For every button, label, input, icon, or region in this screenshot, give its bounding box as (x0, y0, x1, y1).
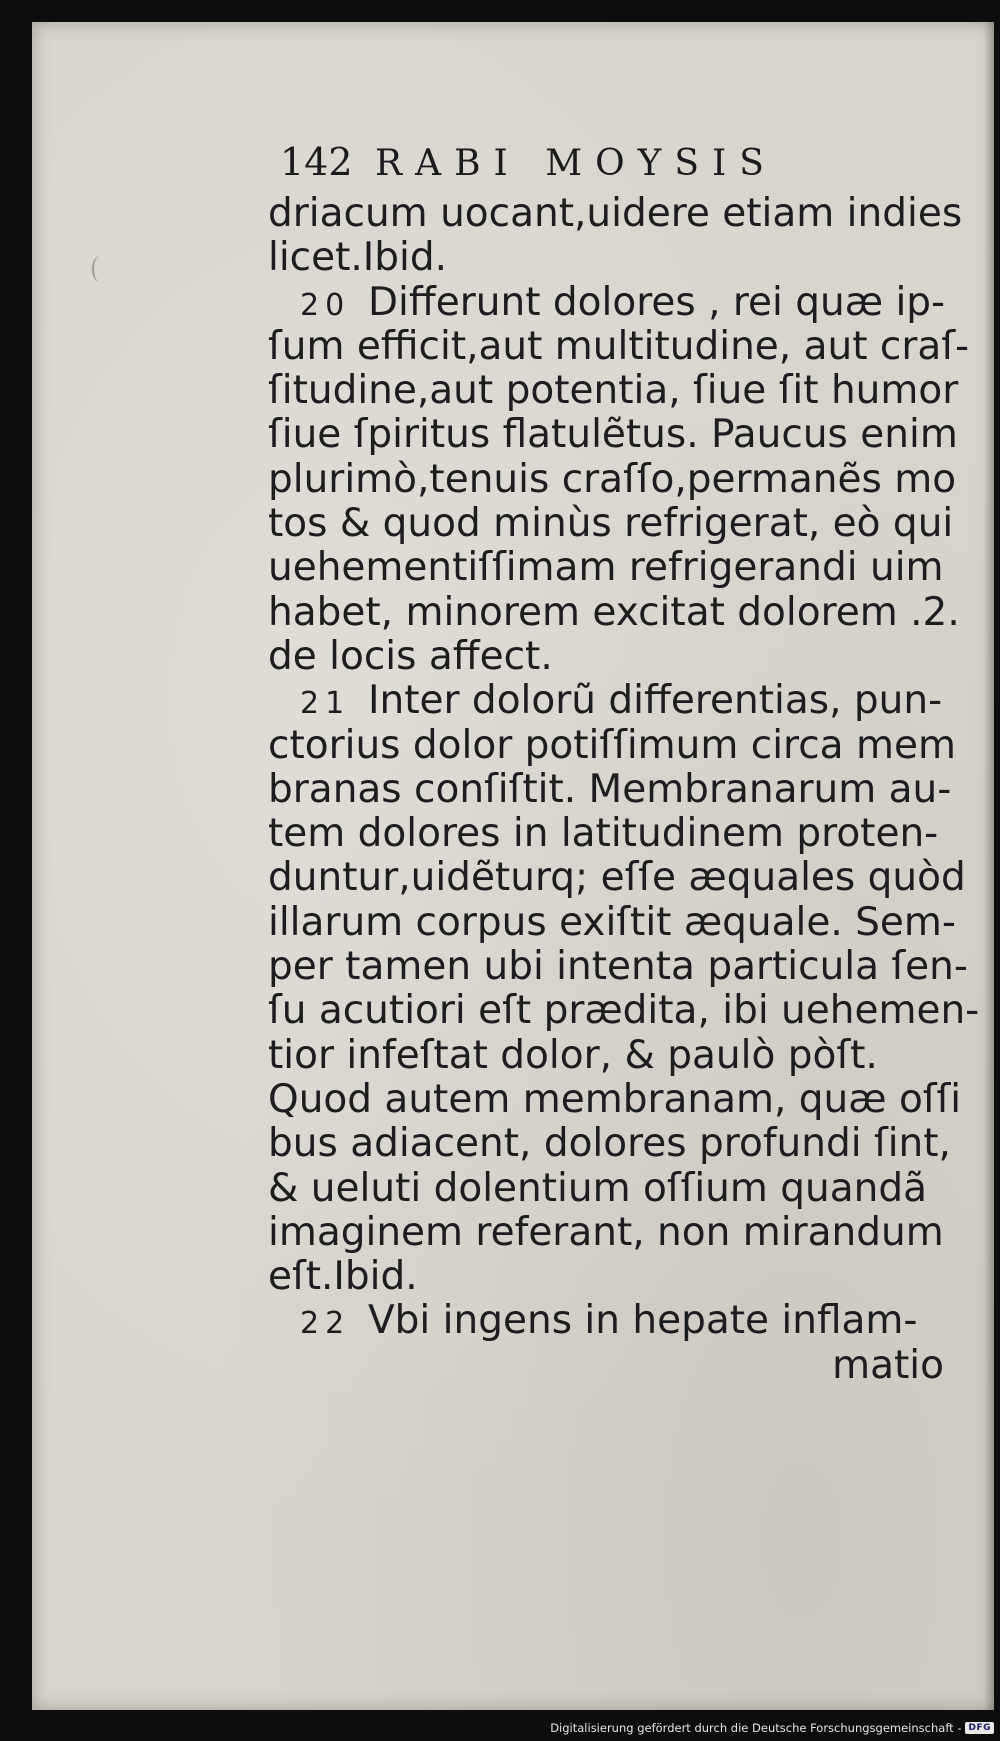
text-line: eſt.Ibid. (268, 1254, 418, 1300)
running-title: RABI MOYSIS (375, 143, 777, 184)
body-text (268, 191, 980, 1388)
paragraph-start-line: 21 Inter dolorũ differentias, pun- (268, 679, 944, 723)
text-line: de locis affect. (268, 633, 553, 679)
text-line: habet, minorem excitat dolorem .2. (268, 589, 960, 635)
dfg-logo: DFG (965, 1722, 994, 1734)
text-line: ſu acutiori eſt prædita, ibi uehemen- (268, 988, 980, 1034)
running-head (280, 140, 840, 184)
text-line: tior infeſtat dolor, & paulò pòſt. (268, 1032, 878, 1078)
text-line: imaginem referant, non mirandum (268, 1209, 944, 1255)
text-line: ſitudine,aut potentia, ſiue ſit humor (268, 368, 959, 414)
text-line: licet.Ibid. (268, 235, 448, 281)
text-line: per tamen ubi intenta particula ſen- (268, 944, 968, 990)
text-line: ctorius dolor potiſſimum circa mem (268, 722, 956, 768)
paper-blemish (92, 256, 108, 282)
text-line: bus adiacent, dolores profundi ſint, (268, 1121, 951, 1167)
footer-credit: Digitalisierung gefördert durch die Deutsche Forschungsgemeinschaft - (550, 1721, 962, 1735)
text-line: ſum efficit,aut multitudine, aut craſ- (268, 323, 970, 369)
paragraph-start-line: 22 Vbi ingens in hepate inflam- (268, 1299, 944, 1343)
text-line: tos & quod minùs refrigerat, eò qui (268, 501, 954, 547)
text-line: tem dolores in latitudinem proten- (268, 811, 939, 857)
text-line: duntur,uidẽturq; eſſe æquales quòd (268, 855, 966, 901)
text-line: plurimò,tenuis craſſo,permanẽs mo (268, 456, 957, 502)
text-line: ſiue ſpiritus flatulẽtus. Paucus enim (268, 412, 958, 458)
text-line: illarum corpus exiſtit æquale. Sem- (268, 899, 956, 945)
digitization-footer (550, 1721, 994, 1735)
page-edge-shadow (984, 22, 994, 1710)
paragraph-number: 20 (300, 287, 351, 323)
text-line: branas conſiſtit. Membranarum au- (268, 766, 952, 812)
text-line: Quod autem membranam, quæ oſſi (268, 1076, 962, 1122)
catchword: matio (832, 1342, 944, 1388)
text-line: uehementiſſimam refrigerandi uim (268, 545, 944, 591)
text-line: & ueluti dolentium oſſium quandã (268, 1165, 928, 1211)
text-line: driacum uocant,uidere etiam indies (268, 191, 963, 236)
page-number: 142 (280, 140, 353, 184)
paragraph-start-line: 20 Differunt dolores , rei quæ ip- (268, 281, 944, 325)
paragraph-number: 21 (300, 686, 351, 722)
paragraph-number: 22 (300, 1306, 351, 1342)
